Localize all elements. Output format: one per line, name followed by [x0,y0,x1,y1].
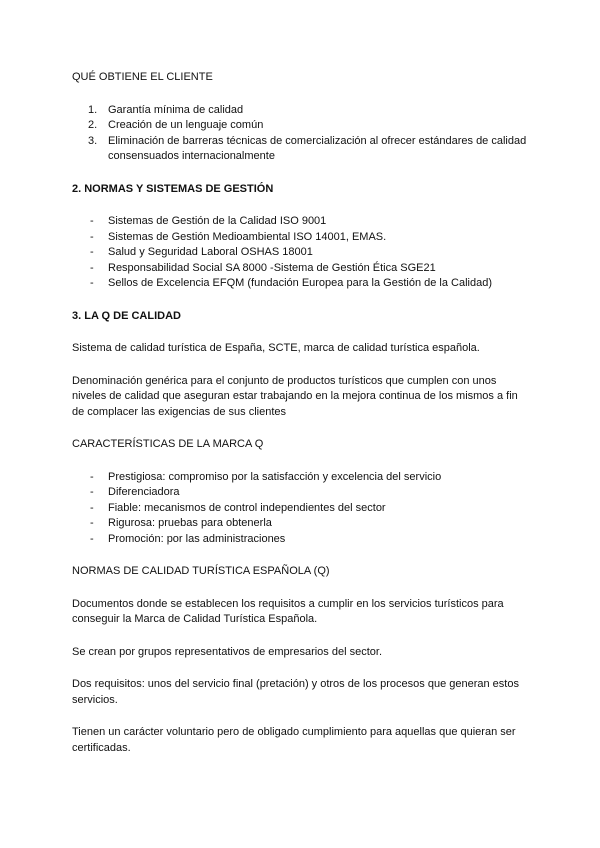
client-benefits-list [72,103,532,165]
list-item [72,485,532,501]
list-item [72,245,532,261]
paragraph: Dos requisitos: unos del servicio final (pretación) y otros de los procesos que generan estos servicios. [72,678,519,706]
list-item [72,230,532,246]
list-marker: - [90,215,94,227]
list-marker: 2. [88,119,98,131]
list-item-text: Garantía mínima de calidad [108,103,244,116]
list-marker: - [90,277,94,289]
heading-que-obtiene-el-cliente: QUÉ OBTIENE EL CLIENTE [72,71,213,83]
list-item [72,261,532,277]
list-item [72,103,532,119]
paragraph: Tienen un carácter voluntario pero de obligado cumplimiento para aquellas que quieran ser certificadas. [72,726,516,754]
list-item-text: Prestigiosa: compromiso por la satisfacción y excelencia del servicio [108,470,442,483]
list-item-text: Sistemas de Gestión Medioambiental ISO 14001, EMAS. [108,230,387,243]
list-marker: - [90,470,94,483]
document-page [72,70,532,756]
heading-caracteristicas-marca-q: CARACTERÍSTICAS DE LA MARCA Q [72,438,264,450]
list-item-text: Sellos de Excelencia EFQM (fundación Europea para la Gestión de la Calidad) [108,277,492,289]
list-item [72,470,532,486]
list-item [72,501,532,517]
list-item-text: Promoción: por las administraciones [108,532,286,545]
list-marker: - [90,517,94,529]
list-marker: - [90,501,94,514]
list-marker: - [90,230,94,243]
list-marker: - [90,486,94,498]
paragraph: Denominación genérica para el conjunto de productos turísticos que cumplen con unos niveles de calidad que aseguran estar trabajando en la mejora continua de los mismos a fin de complacer las exigencias de sus clientes [72,374,518,418]
list-marker: 3. [88,134,98,147]
paragraph: Se crean por grupos representativos de empresarios del sector. [72,645,382,658]
list-item-text: Responsabilidad Social SA 8000 -Sistema de Gestión Ética SGE21 [108,261,436,274]
list-item [72,214,532,230]
heading-la-q-de-calidad: 3. LA Q DE CALIDAD [72,309,181,322]
list-item-text: Salud y Seguridad Laboral OSHAS 18001 [108,246,313,258]
normas-list [72,214,532,292]
list-item-text: Rigurosa: pruebas para obtenerla [108,517,272,529]
list-marker: - [90,261,94,274]
list-item [72,134,532,165]
heading-normas-calidad-turistica: NORMAS DE CALIDAD TURÍSTICA ESPAÑOLA (Q) [72,565,330,577]
list-item-text: Creación de un lenguaje común [108,119,264,131]
list-item-text: Sistemas de Gestión de la Calidad ISO 9001 [108,215,327,227]
caracteristicas-list [72,470,532,548]
list-item [72,276,532,292]
list-item-text: Fiable: mecanismos de control independientes del sector [108,501,386,514]
paragraph: Documentos donde se establecen los requisitos a cumplir en los servicios turísticos para conseguir la Marca de Calidad Turística Española. [72,597,504,625]
heading-normas-y-sistemas: 2. NORMAS Y SISTEMAS DE GESTIÓN [72,182,274,195]
list-item [72,516,532,532]
list-item-text: Diferenciadora [108,486,180,498]
paragraph: Sistema de calidad turística de España, SCTE, marca de calidad turística española. [72,342,480,354]
list-marker: - [90,246,94,258]
list-item-text: Eliminación de barreras técnicas de comercialización al ofrecer estándares de calidad consensuados internacionalmente [108,134,527,162]
list-item [72,118,532,134]
list-marker: 1. [88,103,98,116]
list-marker: - [90,532,94,545]
list-item [72,532,532,548]
